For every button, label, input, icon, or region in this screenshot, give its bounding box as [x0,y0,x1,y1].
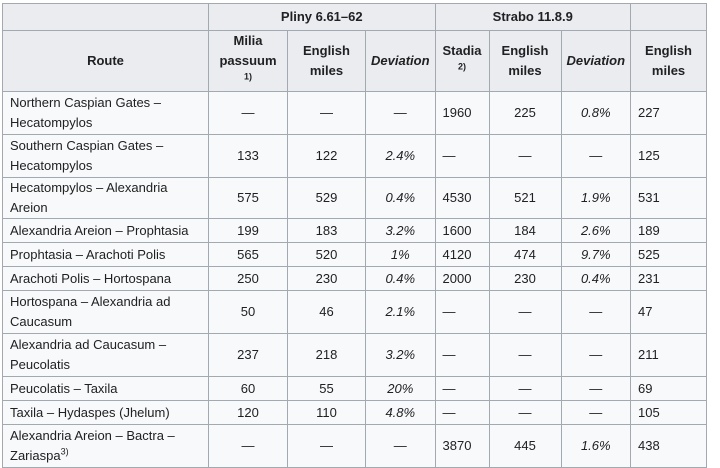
strabo-deviation-cell [561,219,631,243]
route-footnote-link[interactable]: 3) [60,446,69,457]
strabo-deviation-text: 1.6% [580,438,611,453]
route-cell [3,219,209,243]
table-row [3,267,707,291]
pliny-english-miles-text: 183 [315,222,338,238]
route-cell [3,401,209,425]
route-cell [3,267,209,291]
milia-passuum-cell [209,243,288,267]
pliny-english-miles-text: 55 [319,380,334,396]
english-miles-text: 525 [638,246,660,262]
strabo-deviation-cell [561,334,631,377]
strabo-deviation-cell [561,425,631,468]
table-row [3,178,707,219]
pliny-deviation-text: 3.2% [385,347,416,362]
pliny-english-miles-text: — [320,105,333,120]
header-row-sources [3,4,707,31]
strabo-deviation-text: — [589,304,603,319]
strabo-deviation-text: 1.9% [580,190,611,205]
route-text: Alexandria Areion – Bactra – Zariaspa [10,428,175,463]
english-miles-text: 189 [638,222,660,238]
stadia-text: 4530 [442,190,472,205]
pliny-deviation-text: — [393,105,407,120]
milia-passuum-cell [209,219,288,243]
pliny-english-miles-cell [288,178,366,219]
route-text: Taxila – Hydaspes (Jhelum) [10,404,170,420]
pliny-deviation-text: 2.4% [385,148,416,163]
table-row [3,92,707,135]
stadia-cell [435,401,489,425]
english-miles-text: 227 [638,105,660,120]
route-cell [3,334,209,377]
strabo-english-miles-text: — [518,347,532,362]
pliny-english-miles-cell [288,334,366,377]
milia-passuum-text: — [241,438,255,453]
strabo-deviation-text: 9.7% [580,246,611,262]
pliny-deviation-text: — [393,438,407,453]
milia-passuum-text: 50 [240,304,256,319]
pliny-english-miles-text: 218 [315,347,338,362]
stadia-cell [435,267,489,291]
table-body [3,92,707,468]
pliny-english-miles-text: 230 [315,270,338,286]
pliny-deviation-cell [366,377,436,401]
pliny-deviation-cell [366,267,436,291]
table-row [3,219,707,243]
milia-passuum-cell [209,92,288,135]
pliny-deviation-cell [366,92,436,135]
stadia-text: 1960 [442,105,472,120]
stadia-cell [435,425,489,468]
strabo-english-miles-text: 474 [514,246,536,262]
strabo-deviation-text: — [589,347,603,362]
header-pliny-english-miles: English miles [288,31,366,92]
strabo-deviation-text: — [589,404,603,420]
header-milia-passuum [209,31,288,92]
strabo-english-miles-cell [489,178,561,219]
stadia-cell [435,377,489,401]
milia-passuum-text: 565 [237,246,259,262]
english-miles-text: 69 [638,380,653,396]
english-miles-text: 231 [638,270,660,286]
route-cell [3,243,209,267]
strabo-english-miles-cell [489,243,561,267]
pliny-english-miles-cell [288,267,366,291]
english-miles-cell [631,219,707,243]
header-empty-cell [3,4,209,31]
milia-passuum-text: 237 [237,347,259,362]
english-miles-text: 438 [638,438,660,453]
route-text: Hecatompylos – Alexandria Areion [10,180,168,215]
strabo-english-miles-cell [489,334,561,377]
milia-passuum-cell [209,178,288,219]
route-text: Southern Caspian Gates – Hecatompylos [10,138,164,173]
english-miles-text: 531 [638,190,660,205]
english-miles-cell [631,267,707,291]
stadia-text: — [442,404,456,420]
strabo-english-miles-cell [489,425,561,468]
strabo-english-miles-text: — [518,148,532,163]
stadia-cell [435,334,489,377]
table-row [3,401,707,425]
strabo-deviation-cell [561,267,631,291]
header-pliny: Pliny 6.61–62 [209,4,436,31]
route-cell [3,92,209,135]
route-text: Northern Caspian Gates – Hecatompylos [10,95,162,130]
pliny-english-miles-text: 529 [315,190,338,205]
milia-passuum-cell [209,267,288,291]
pliny-deviation-cell [366,425,436,468]
pliny-deviation-text: 0.4% [385,270,416,286]
milia-passuum-text: 250 [237,270,259,286]
pliny-deviation-cell [366,334,436,377]
pliny-deviation-cell [366,135,436,178]
stadia-cell [435,92,489,135]
milia-passuum-cell [209,135,288,178]
strabo-deviation-cell [561,92,631,135]
pliny-english-miles-text: 46 [319,304,334,319]
strabo-deviation-cell [561,243,631,267]
pliny-deviation-text: 4.8% [385,404,416,420]
strabo-deviation-text: 0.4% [580,270,611,286]
header-stadia-label: Stadia [442,43,482,58]
strabo-english-miles-text: 445 [514,438,536,453]
pliny-english-miles-text: — [320,438,333,453]
pliny-english-miles-cell [288,92,366,135]
strabo-english-miles-text: 521 [514,190,536,205]
english-miles-cell [631,135,707,178]
pliny-english-miles-cell [288,401,366,425]
stadia-text: 2000 [442,270,472,286]
table-row [3,291,707,334]
pliny-deviation-text: 1% [390,246,410,262]
strabo-english-miles-text: — [518,404,532,420]
route-cell [3,377,209,401]
route-cell [3,135,209,178]
pliny-deviation-text: 20% [387,380,414,396]
strabo-deviation-cell [561,401,631,425]
strabo-english-miles-cell [489,377,561,401]
strabo-english-miles-text: 225 [514,105,536,120]
milia-passuum-text: 60 [240,380,256,396]
pliny-english-miles-text: 110 [316,404,337,420]
stadia-text: 3870 [442,438,472,453]
strabo-english-miles-cell [489,291,561,334]
route-text: Alexandria Areion – Prophtasia [10,222,189,238]
english-miles-text: 105 [638,404,660,420]
milia-passuum-cell [209,377,288,401]
english-miles-cell [631,178,707,219]
table-row [3,377,707,401]
english-miles-cell [631,425,707,468]
strabo-deviation-text: 0.8% [580,105,611,120]
milia-passuum-text: 575 [237,190,259,205]
route-cell [3,291,209,334]
pliny-deviation-cell [366,401,436,425]
route-text: Prophtasia – Arachoti Polis [10,246,166,262]
strabo-deviation-text: — [589,148,603,163]
route-cell [3,178,209,219]
pliny-deviation-text: 3.2% [385,222,416,238]
english-miles-cell [631,334,707,377]
strabo-deviation-cell [561,291,631,334]
header-strabo-deviation: Deviation [561,31,631,92]
header-route: Route [3,31,209,92]
strabo-english-miles-text: — [518,304,532,319]
pliny-deviation-cell [366,243,436,267]
strabo-deviation-cell [561,178,631,219]
strabo-english-miles-text: 184 [514,222,536,238]
pliny-english-miles-cell [288,135,366,178]
header-pliny-deviation: Deviation [366,31,436,92]
milia-passuum-text: 120 [237,404,259,420]
table-row [3,243,707,267]
footnote-2-link[interactable]: 2) [458,61,467,72]
pliny-english-miles-cell [288,219,366,243]
stadia-text: — [442,304,456,319]
header-extra-cell [631,4,707,31]
pliny-deviation-text: 0.4% [385,190,416,205]
strabo-english-miles-text: 230 [514,270,536,286]
strabo-english-miles-text: — [518,380,532,396]
distance-table [2,3,707,468]
stadia-cell [435,135,489,178]
english-miles-cell [631,401,707,425]
header-strabo: Strabo 11.8.9 [435,4,631,31]
stadia-text: — [442,347,456,362]
strabo-english-miles-cell [489,219,561,243]
header-stadia [435,31,489,92]
pliny-english-miles-text: 520 [315,246,338,262]
stadia-cell [435,243,489,267]
pliny-deviation-cell [366,178,436,219]
strabo-english-miles-cell [489,267,561,291]
strabo-english-miles-cell [489,135,561,178]
milia-passuum-text: 133 [237,148,259,163]
route-text: Peucolatis – Taxila [10,380,118,396]
route-cell [3,425,209,468]
english-miles-text: 47 [638,304,653,319]
pliny-english-miles-cell [288,291,366,334]
milia-passuum-cell [209,291,288,334]
english-miles-text: 125 [638,148,660,163]
stadia-cell [435,178,489,219]
stadia-cell [435,219,489,243]
english-miles-cell [631,377,707,401]
milia-passuum-cell [209,401,288,425]
strabo-english-miles-cell [489,401,561,425]
header-row-columns [3,31,707,92]
pliny-english-miles-cell [288,377,366,401]
header-english-miles: English miles [631,31,707,92]
pliny-deviation-cell [366,291,436,334]
milia-passuum-cell [209,334,288,377]
route-text: Arachoti Polis – Hortospana [10,270,172,286]
milia-passuum-text: 199 [237,222,259,238]
table-row [3,334,707,377]
strabo-deviation-cell [561,135,631,178]
stadia-text: — [442,148,456,163]
strabo-english-miles-cell [489,92,561,135]
route-text: Alexandria ad Caucasum – Peucolatis [10,337,167,372]
table-row [3,425,707,468]
english-miles-cell [631,243,707,267]
english-miles-cell [631,291,707,334]
header-milia-label: Milia passuum [219,33,277,68]
pliny-deviation-text: 2.1% [385,304,416,319]
strabo-deviation-cell [561,377,631,401]
footnote-1-link[interactable]: 1) [243,71,252,82]
pliny-deviation-cell [366,219,436,243]
pliny-english-miles-cell [288,243,366,267]
route-text: Hortospana – Alexandria ad Caucasum [10,294,171,329]
english-miles-text: 211 [638,347,659,362]
strabo-deviation-text: — [589,380,603,396]
table-row [3,135,707,178]
milia-passuum-text: — [241,105,255,120]
stadia-text: 1600 [442,222,472,238]
stadia-cell [435,291,489,334]
milia-passuum-cell [209,425,288,468]
pliny-english-miles-cell [288,425,366,468]
header-strabo-english-miles: English miles [489,31,561,92]
stadia-text: — [442,380,456,396]
english-miles-cell [631,92,707,135]
stadia-text: 4120 [442,246,472,262]
strabo-deviation-text: 2.6% [580,222,611,238]
pliny-english-miles-text: 122 [315,148,338,163]
